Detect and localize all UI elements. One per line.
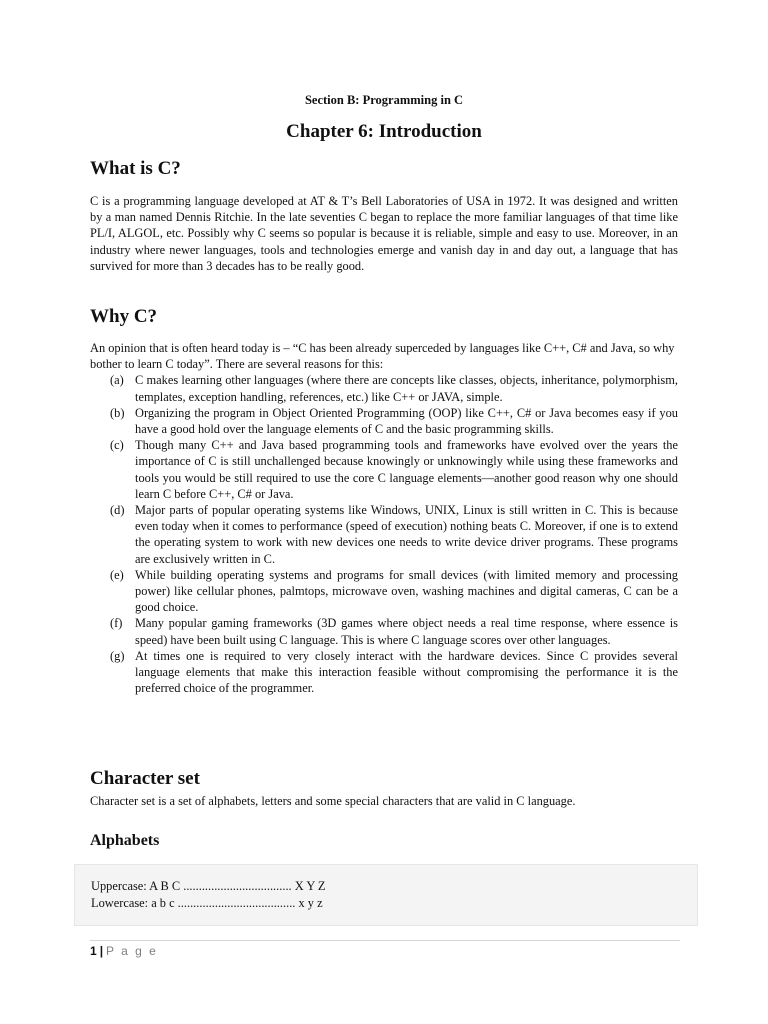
page-label: P a g e: [106, 944, 158, 958]
character-set-section: [90, 767, 678, 809]
lowercase-line: Lowercase: a b c ...................................... x y z: [91, 896, 323, 910]
list-item: [90, 437, 678, 502]
list-marker: (a): [110, 373, 124, 388]
list-item: [90, 567, 678, 616]
list-item-text: Though many C++ and Java based programming tools and frameworks have evolved over the years the importance of C is still unchallenged because knowingly or unknowingly while using these frameworks and tools you would be still required to use the core C language elements—another good reason why one should learn C before C++, C# or Java.: [135, 438, 678, 501]
why-c-section: [90, 305, 678, 329]
why-c-heading: Why C?: [90, 306, 158, 327]
list-marker: (f): [110, 616, 123, 631]
list-item-text: C makes learning other languages (where there are concepts like classes, objects, inheritance, polymorphism, templates, exception handling, references, etc.) like C++ or JAVA, simple.: [135, 373, 678, 404]
what-is-c-section: [90, 157, 678, 181]
list-item-text: Many popular gaming frameworks (3D games where object needs a real time response, where essence is speed) have been built using C language. This is where C language scores over other languages.: [135, 616, 678, 647]
uppercase-line: Uppercase: A B C ................................... X Y Z: [91, 879, 326, 893]
list-marker: (e): [110, 567, 124, 582]
list-marker: (c): [110, 438, 124, 453]
alphabets-code-box: [74, 864, 698, 926]
footer-divider: [90, 940, 680, 941]
reasons-list: [90, 372, 678, 696]
list-item-text: At times one is required to very closely interact with the hardware devices. Since C provides several language elements that make this interaction feasible without compromising the performance it is the preferred choice of the programmer.: [135, 648, 678, 696]
chapter-title: Chapter 6: Introduction: [286, 121, 482, 142]
character-set-description: Character set is a set of alphabets, letters and some special characters that are valid in C language.: [90, 794, 576, 808]
what-is-c-body: [90, 193, 678, 274]
list-marker: (b): [110, 405, 125, 420]
list-item-text: While building operating systems and programs for small devices (with limited memory and processing power) like cellular phones, palmtops, microwave oven, washing machines and digital cameras, C can be a good choice.: [135, 567, 678, 615]
section-title: Section B: Programming in C: [304, 93, 464, 107]
list-item: [90, 648, 678, 697]
page-footer: [90, 944, 158, 958]
list-item-text: Organizing the program in Object Oriented Programming (OOP) like C++, C# or Java becomes easy if you have a good hold over the language elements of C and the basic programming skills.: [135, 405, 678, 437]
list-marker: (g): [110, 648, 125, 663]
what-is-c-paragraph: C is a programming language developed at AT & T’s Bell Laboratories of USA in 1972. It was designed and written by a man named Dennis Ritchie. In the late seventies C began to replace the more familiar languages of that time like PL/I, ALGOL, etc. Possibly why C seems so popular is because it is reliable, simple and easy to use. Moreover, in an industry where newer languages, tools and technologies emerge and vanish day in and day out, a language that has survived for more than 3 decades has to be really good.: [90, 194, 678, 273]
list-item-text: Major parts of popular operating systems like Windows, UNIX, Linux is still written in C. This is because even today when it comes to performance (speed of execution) nothing beats C. Moreover, if one is to extend the operating system to work with new devices one needs to write device driver programs. These programs are exclusively written in C.: [135, 503, 678, 566]
list-item: [90, 615, 678, 647]
character-set-heading: Character set: [90, 768, 200, 789]
alphabets-section: [90, 831, 678, 851]
list-marker: (d): [110, 503, 125, 518]
why-c-intro: An opinion that is often heard today is – “C has been already superceded by languages like C++, C# and Java, so why bother to learn C today”. There are several reasons for this:: [90, 341, 675, 372]
footer-separator: |: [99, 944, 104, 958]
list-item: [90, 502, 678, 567]
alphabets-heading: Alphabets: [90, 832, 160, 849]
what-is-c-heading: What is C?: [90, 158, 181, 179]
why-c-body: [90, 340, 678, 696]
list-item: [90, 372, 678, 404]
list-item: [90, 405, 678, 437]
page-number: 1: [90, 944, 97, 958]
